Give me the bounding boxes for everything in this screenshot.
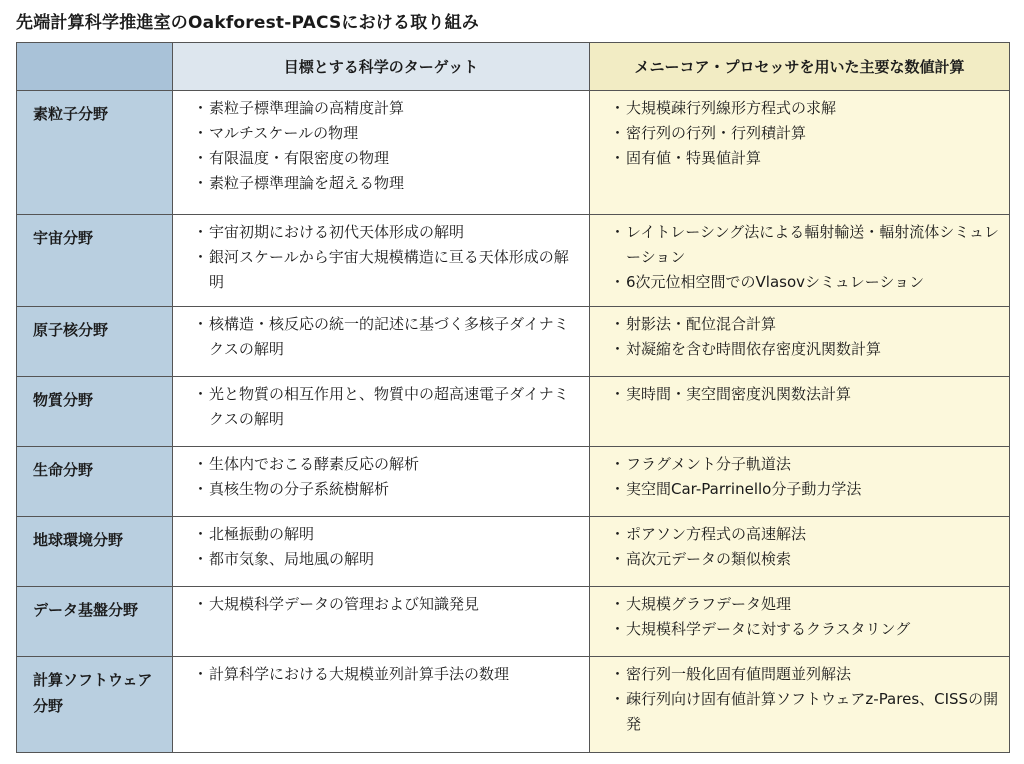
science-target-list bbox=[193, 312, 579, 362]
numerical-computation-list bbox=[610, 312, 999, 362]
field-name: 計算ソフトウェア分野 bbox=[17, 657, 173, 753]
science-target-list bbox=[193, 522, 579, 572]
science-target-cell bbox=[173, 91, 590, 215]
science-target-list bbox=[193, 220, 579, 295]
numerical-computation-item: ・ レイトレーシング法による輻射輸送・輻射流体シミュレーション bbox=[610, 220, 999, 270]
numerical-computation-list bbox=[610, 522, 999, 572]
numerical-computation-cell bbox=[590, 377, 1010, 447]
table-row bbox=[17, 447, 1010, 517]
table-row bbox=[17, 517, 1010, 587]
science-target-cell bbox=[173, 587, 590, 657]
numerical-computation-list bbox=[610, 382, 999, 407]
numerical-computation-item: ・ 高次元データの類似検索 bbox=[610, 547, 999, 572]
numerical-computation-item: ・ 実空間Car-Parrinello分子動力学法 bbox=[610, 477, 999, 502]
field-name: 素粒子分野 bbox=[17, 91, 173, 215]
field-name: 地球環境分野 bbox=[17, 517, 173, 587]
science-target-cell bbox=[173, 657, 590, 753]
table-body bbox=[17, 91, 1010, 753]
numerical-computation-cell bbox=[590, 307, 1010, 377]
science-target-item: ・ 光と物質の相互作用と、物質中の超高速電子ダイナミクスの解明 bbox=[193, 382, 579, 432]
numerical-computation-item: ・ 密行列一般化固有値問題並列解法 bbox=[610, 662, 999, 687]
numerical-computation-item: ・ フラグメント分子軌道法 bbox=[610, 452, 999, 477]
table-header-row bbox=[17, 43, 1010, 91]
science-target-item: ・ 北極振動の解明 bbox=[193, 522, 579, 547]
science-target-cell bbox=[173, 447, 590, 517]
numerical-computation-list bbox=[610, 662, 999, 737]
numerical-computation-item: ・ 大規模グラフデータ処理 bbox=[610, 592, 999, 617]
numerical-computation-item: ・ 疎行列向け固有値計算ソフトウェアz-Pares、CISSの開発 bbox=[610, 687, 999, 737]
science-target-cell bbox=[173, 307, 590, 377]
science-target-item: ・ 核構造・核反応の統一的記述に基づく多核子ダイナミクスの解明 bbox=[193, 312, 579, 362]
numerical-computation-item: ・ 6次元位相空間でのVlasovシミュレーション bbox=[610, 270, 999, 295]
science-target-cell bbox=[173, 517, 590, 587]
numerical-computation-cell bbox=[590, 657, 1010, 753]
science-target-list bbox=[193, 382, 579, 432]
numerical-computation-item: ・ 大規模疎行列線形方程式の求解 bbox=[610, 96, 999, 121]
table-row bbox=[17, 587, 1010, 657]
field-name: 宇宙分野 bbox=[17, 215, 173, 307]
numerical-computation-list bbox=[610, 452, 999, 502]
header-science-target: 目標とする科学のターゲット bbox=[173, 43, 590, 91]
science-target-item: ・ 銀河スケールから宇宙大規模構造に亘る天体形成の解明 bbox=[193, 245, 579, 295]
numerical-computation-cell bbox=[590, 517, 1010, 587]
numerical-computation-item: ・ 密行列の行列・行列積計算 bbox=[610, 121, 999, 146]
field-name: データ基盤分野 bbox=[17, 587, 173, 657]
science-target-item: ・ 計算科学における大規模並列計算手法の数理 bbox=[193, 662, 579, 687]
field-name: 生命分野 bbox=[17, 447, 173, 517]
numerical-computation-list bbox=[610, 220, 999, 295]
numerical-computation-item: ・ 実時間・実空間密度汎関数法計算 bbox=[610, 382, 999, 407]
page-title: 先端計算科学推進室のOakforest-PACSにおける取り組み bbox=[16, 13, 480, 33]
science-target-cell bbox=[173, 377, 590, 447]
numerical-computation-cell bbox=[590, 447, 1010, 517]
science-target-list bbox=[193, 96, 579, 196]
numerical-computation-cell bbox=[590, 215, 1010, 307]
science-target-item: ・ 大規模科学データの管理および知識発見 bbox=[193, 592, 579, 617]
field-name: 原子核分野 bbox=[17, 307, 173, 377]
header-numerical-computation: メニーコア・プロセッサを用いた主要な数値計算 bbox=[590, 43, 1010, 91]
science-target-item: ・ 宇宙初期における初代天体形成の解明 bbox=[193, 220, 579, 245]
science-target-item: ・ 素粒子標準理論の高精度計算 bbox=[193, 96, 579, 121]
science-target-item: ・ 真核生物の分子系統樹解析 bbox=[193, 477, 579, 502]
initiatives-table bbox=[16, 42, 1010, 753]
field-name: 物質分野 bbox=[17, 377, 173, 447]
table-row bbox=[17, 377, 1010, 447]
numerical-computation-item: ・ 射影法・配位混合計算 bbox=[610, 312, 999, 337]
science-target-item: ・ マルチスケールの物理 bbox=[193, 121, 579, 146]
science-target-item: ・ 都市気象、局地風の解明 bbox=[193, 547, 579, 572]
numerical-computation-item: ・ ポアソン方程式の高速解法 bbox=[610, 522, 999, 547]
science-target-cell bbox=[173, 215, 590, 307]
numerical-computation-cell bbox=[590, 91, 1010, 215]
table-row bbox=[17, 91, 1010, 215]
science-target-list bbox=[193, 662, 579, 687]
numerical-computation-list bbox=[610, 592, 999, 642]
numerical-computation-cell bbox=[590, 587, 1010, 657]
table-row bbox=[17, 657, 1010, 753]
header-corner-cell bbox=[17, 43, 173, 91]
science-target-item: ・ 素粒子標準理論を超える物理 bbox=[193, 171, 579, 196]
science-target-item: ・ 生体内でおこる酵素反応の解析 bbox=[193, 452, 579, 477]
numerical-computation-list bbox=[610, 96, 999, 171]
science-target-list bbox=[193, 592, 579, 617]
table-row bbox=[17, 215, 1010, 307]
science-target-item: ・ 有限温度・有限密度の物理 bbox=[193, 146, 579, 171]
numerical-computation-item: ・ 固有値・特異値計算 bbox=[610, 146, 999, 171]
numerical-computation-item: ・ 大規模科学データに対するクラスタリング bbox=[610, 617, 999, 642]
numerical-computation-item: ・ 対凝縮を含む時間依存密度汎関数計算 bbox=[610, 337, 999, 362]
science-target-list bbox=[193, 452, 579, 502]
table-row bbox=[17, 307, 1010, 377]
